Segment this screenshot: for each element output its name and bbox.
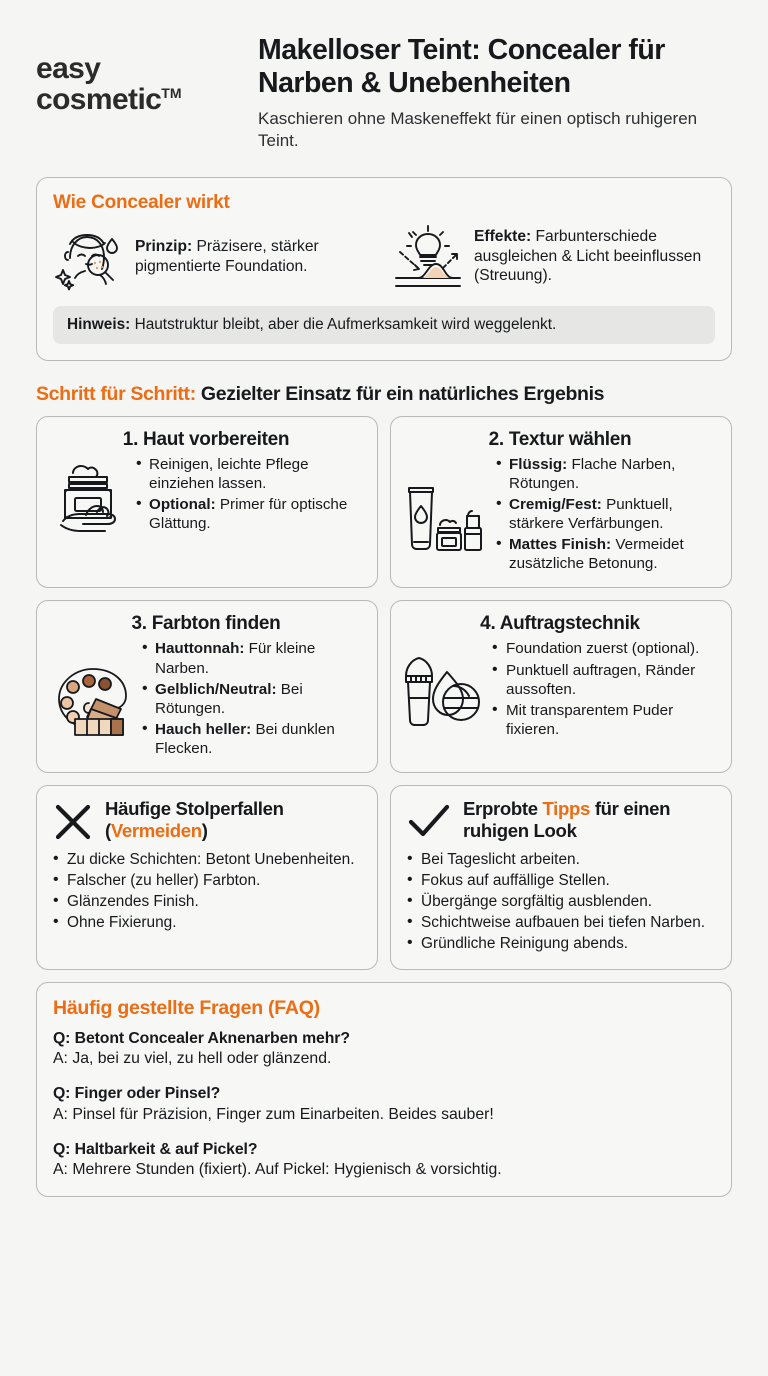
faq-card bbox=[36, 982, 732, 1197]
steps-heading-accent: Schritt für Schritt: bbox=[36, 382, 196, 405]
hinweis-label: Hinweis: bbox=[67, 315, 131, 333]
tips-title-part2: für einen ruhigen Look bbox=[463, 798, 671, 842]
how-item-prinzip bbox=[53, 220, 380, 294]
face-magnifier-icon bbox=[53, 220, 127, 294]
cream-jar-hand-icon bbox=[49, 455, 127, 535]
step-card-1-title: 1. Haut vorbereiten bbox=[122, 428, 290, 450]
list-item: • Ohne Fixierung. bbox=[51, 913, 363, 933]
bullet-text: Primer für optische Glättung. bbox=[149, 495, 348, 532]
list-item bbox=[135, 495, 363, 533]
step-card-4-title: 4. Auftragstechnik bbox=[480, 613, 640, 635]
bullet-label: Hauttonnah: bbox=[155, 640, 245, 658]
bullet-label: Gelblich/Neutral: bbox=[155, 680, 277, 698]
list-item: • Falscher (zu heller) Farbton. bbox=[51, 871, 363, 891]
list-item bbox=[141, 720, 363, 758]
checkmark-icon bbox=[405, 798, 453, 844]
bullet-text: Bei Rötungen. bbox=[155, 680, 303, 717]
how-item-prinzip-body: Präzisere, stärker pigmentierte Foundation. bbox=[135, 237, 319, 275]
trademark-symbol: TM bbox=[161, 84, 182, 101]
faq-item bbox=[53, 1084, 715, 1124]
list-item bbox=[495, 495, 717, 533]
page-subtitle: Kaschieren ohne Maskeneffekt für einen optisch ruhigeren Teint. bbox=[258, 108, 698, 151]
pitfalls-list bbox=[51, 850, 363, 932]
bullet-text: Mit transparentem Puder fixieren. bbox=[506, 701, 674, 738]
bullet-text: Punktuell, stärkere Verfärbungen. bbox=[509, 495, 673, 532]
list-item bbox=[135, 455, 363, 493]
page-title: Makelloser Teint: Concealer für Narben & Unebenheiten bbox=[258, 34, 665, 100]
bullet-text: Vermeidet zusätzliche Betonung. bbox=[509, 536, 684, 573]
how-it-works-title: Wie Concealer wirkt bbox=[53, 191, 230, 213]
bullet-text: Flache Narben, Rötungen. bbox=[509, 455, 676, 492]
bullet-label: Hauch heller: bbox=[155, 720, 252, 738]
lightbulb-scatter-icon bbox=[388, 220, 466, 294]
pitfalls-title bbox=[105, 798, 363, 842]
step-card-4-list bbox=[491, 639, 717, 741]
how-item-effekte-text bbox=[474, 227, 715, 286]
makeup-products-icon bbox=[403, 472, 487, 558]
faq-question: Q: Haltbarkeit & auf Pickel? bbox=[53, 1140, 258, 1158]
list-item bbox=[495, 455, 717, 493]
how-item-effekte-body: Farbunterschiede ausgleichen & Licht beeinflussen (Streuung). bbox=[474, 227, 702, 285]
bullet-text: Punktuell auftragen, Ränder aussoften. bbox=[506, 661, 696, 698]
bullet-text: Reinigen, leichte Pflege einziehen lassen. bbox=[149, 455, 309, 492]
bullet-text: Bei dunklen Flecken. bbox=[155, 720, 335, 758]
color-palette-swatch-icon bbox=[49, 657, 133, 743]
pitfalls-title-part1: Häufige Stolperfallen ( bbox=[105, 798, 284, 842]
faq-question: Q: Betont Concealer Aknenarben mehr? bbox=[53, 1029, 350, 1047]
faq-answer: A: Mehrere Stunden (fixiert). Auf Pickel: Hygienisch & vorsichtig. bbox=[53, 1161, 502, 1179]
list-item: • Gründliche Reinigung abends. bbox=[405, 934, 717, 954]
bullet-text: Für kleine Narben. bbox=[155, 640, 316, 677]
header-text-block bbox=[252, 34, 732, 153]
list-item: • Glänzendes Finish. bbox=[51, 892, 363, 912]
steps-grid-row-1 bbox=[36, 416, 732, 589]
how-item-effekte bbox=[388, 220, 715, 294]
bullet-label: Cremig/Fest: bbox=[509, 495, 602, 513]
faq-answer: A: Pinsel für Präzision, Finger zum Einarbeiten. Beides sauber! bbox=[53, 1105, 494, 1123]
tips-card bbox=[390, 785, 732, 969]
page-header bbox=[36, 0, 732, 163]
brand-logo bbox=[36, 34, 252, 116]
list-item: • Bei Tageslicht arbeiten. bbox=[405, 850, 717, 870]
list-item: • Übergänge sorgfältig ausblenden. bbox=[405, 892, 717, 912]
list-item: • Schichtweise aufbauen bei tiefen Narben. bbox=[405, 913, 717, 933]
how-item-prinzip-text bbox=[135, 237, 380, 277]
list-item bbox=[491, 661, 717, 699]
tips-title-accent: Tipps bbox=[542, 798, 590, 820]
list-item bbox=[141, 680, 363, 718]
how-it-works-card bbox=[36, 177, 732, 361]
pitfalls-title-part2: ) bbox=[201, 820, 208, 842]
how-item-prinzip-label: Prinzip: bbox=[135, 237, 193, 255]
hinweis-note bbox=[53, 306, 715, 344]
step-card-1 bbox=[36, 416, 378, 589]
bullet-label: Optional: bbox=[149, 495, 216, 513]
logo-line-2: cosmetic bbox=[36, 82, 162, 116]
faq-title: Häufig gestellte Fragen (FAQ) bbox=[53, 996, 320, 1019]
step-card-2 bbox=[390, 416, 732, 589]
list-item: • Zu dicke Schichten: Betont Unebenheiten. bbox=[51, 850, 363, 870]
steps-section-heading bbox=[36, 383, 732, 406]
step-card-4 bbox=[390, 600, 732, 773]
how-it-works-items bbox=[53, 220, 715, 294]
faq-item bbox=[53, 1140, 715, 1180]
faq-item bbox=[53, 1029, 715, 1069]
list-item bbox=[491, 639, 717, 658]
list-item bbox=[491, 701, 717, 739]
tips-title bbox=[463, 798, 717, 842]
list-item bbox=[495, 535, 717, 573]
step-card-2-title: 2. Textur wählen bbox=[488, 428, 632, 450]
pitfalls-card bbox=[36, 785, 378, 969]
list-item: • Fokus auf auffällige Stellen. bbox=[405, 871, 717, 891]
step-card-2-list bbox=[495, 455, 717, 576]
step-card-3 bbox=[36, 600, 378, 773]
bullet-text: Foundation zuerst (optional). bbox=[506, 640, 700, 658]
step-card-1-list bbox=[135, 455, 363, 536]
step-card-3-list bbox=[141, 639, 363, 760]
bullet-label: Flüssig: bbox=[509, 455, 568, 473]
how-item-effekte-label: Effekte: bbox=[474, 227, 532, 245]
brush-sponge-powder-icon bbox=[403, 648, 483, 732]
logo-line-1: easy bbox=[36, 52, 101, 85]
list-item bbox=[141, 639, 363, 677]
faq-question: Q: Finger oder Pinsel? bbox=[53, 1085, 221, 1103]
pitfalls-tips-row bbox=[36, 785, 732, 969]
bullet-label: Mattes Finish: bbox=[509, 536, 612, 554]
step-card-3-title: 3. Farbton finden bbox=[131, 613, 281, 635]
faq-answer: A: Ja, bei zu viel, zu hell oder glänzend. bbox=[53, 1050, 332, 1068]
steps-heading-rest: Gezielter Einsatz für ein natürliches Ergebnis bbox=[195, 382, 605, 405]
pitfalls-title-accent: Vermeiden bbox=[110, 820, 202, 842]
tips-title-part1: Erprobte bbox=[463, 798, 543, 820]
x-cross-icon bbox=[51, 798, 95, 844]
steps-grid-row-2 bbox=[36, 600, 732, 773]
hinweis-text: Hautstruktur bleibt, aber die Aufmerksamkeit wird weggelenkt. bbox=[130, 315, 557, 333]
tips-list bbox=[405, 850, 717, 953]
